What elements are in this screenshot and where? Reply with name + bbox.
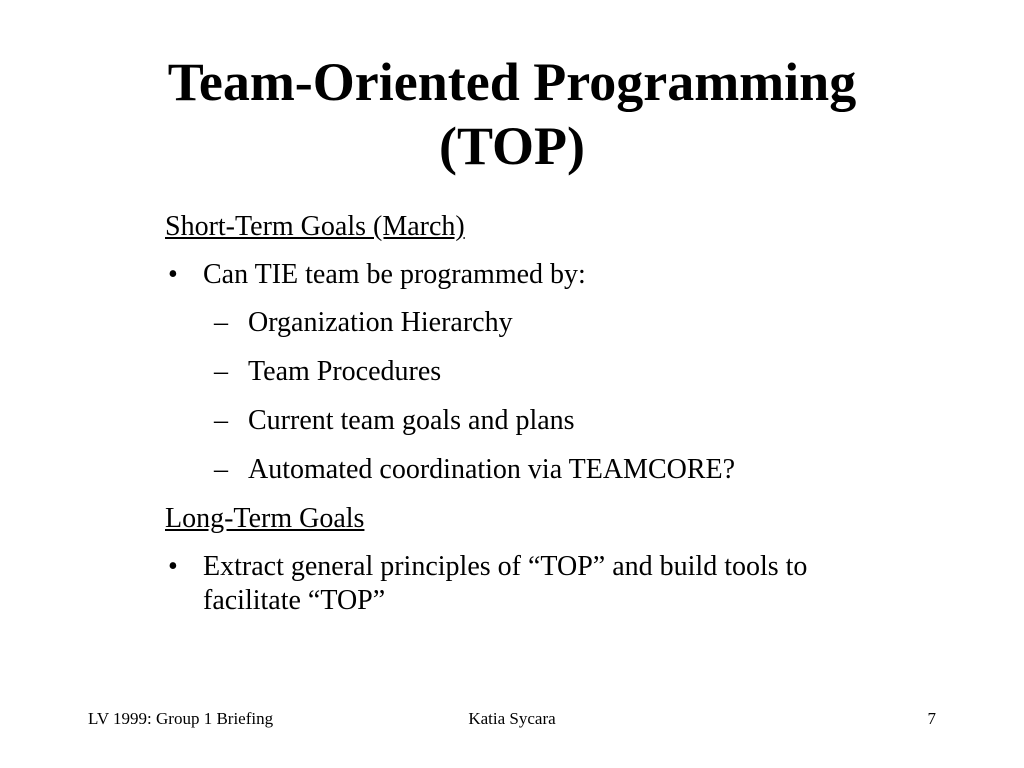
bullet-item	[165, 258, 885, 306]
footer-event: LV 1999: Group 1 Briefing	[88, 709, 274, 728]
dash-mark: –	[214, 405, 228, 436]
sub-item-text: Team Procedures	[248, 356, 442, 387]
sub-item-text: Automated coordination via TEAMCORE?	[248, 454, 736, 485]
bullet-mark: •	[168, 551, 178, 582]
bullet-item	[165, 550, 885, 626]
footer-author: Katia Sycara	[468, 709, 556, 728]
sub-item	[165, 306, 885, 355]
sub-item	[165, 355, 885, 404]
bullet-text: Extract general principles of “TOP” and build tools to facilitate “TOP”	[203, 551, 808, 616]
page-number: 7	[927, 709, 936, 728]
sub-item	[165, 453, 885, 502]
sub-item	[165, 404, 885, 453]
slide-title	[100, 50, 924, 178]
dash-mark: –	[214, 454, 228, 485]
short-term-goals-heading: Short-Term Goals (March)	[165, 211, 465, 242]
long-term-goals-heading: Long-Term Goals	[165, 503, 365, 534]
dash-mark: –	[214, 307, 228, 338]
sub-item-text: Organization Hierarchy	[248, 307, 513, 338]
bullet-mark: •	[168, 259, 178, 290]
title-line-2: (TOP)	[439, 116, 585, 176]
slide-body	[165, 210, 885, 626]
dash-mark: –	[214, 356, 228, 387]
bullet-text: Can TIE team be programmed by:	[203, 259, 586, 290]
title-line-1: Team-Oriented Programming	[167, 52, 857, 112]
sub-item-text: Current team goals and plans	[248, 405, 575, 436]
